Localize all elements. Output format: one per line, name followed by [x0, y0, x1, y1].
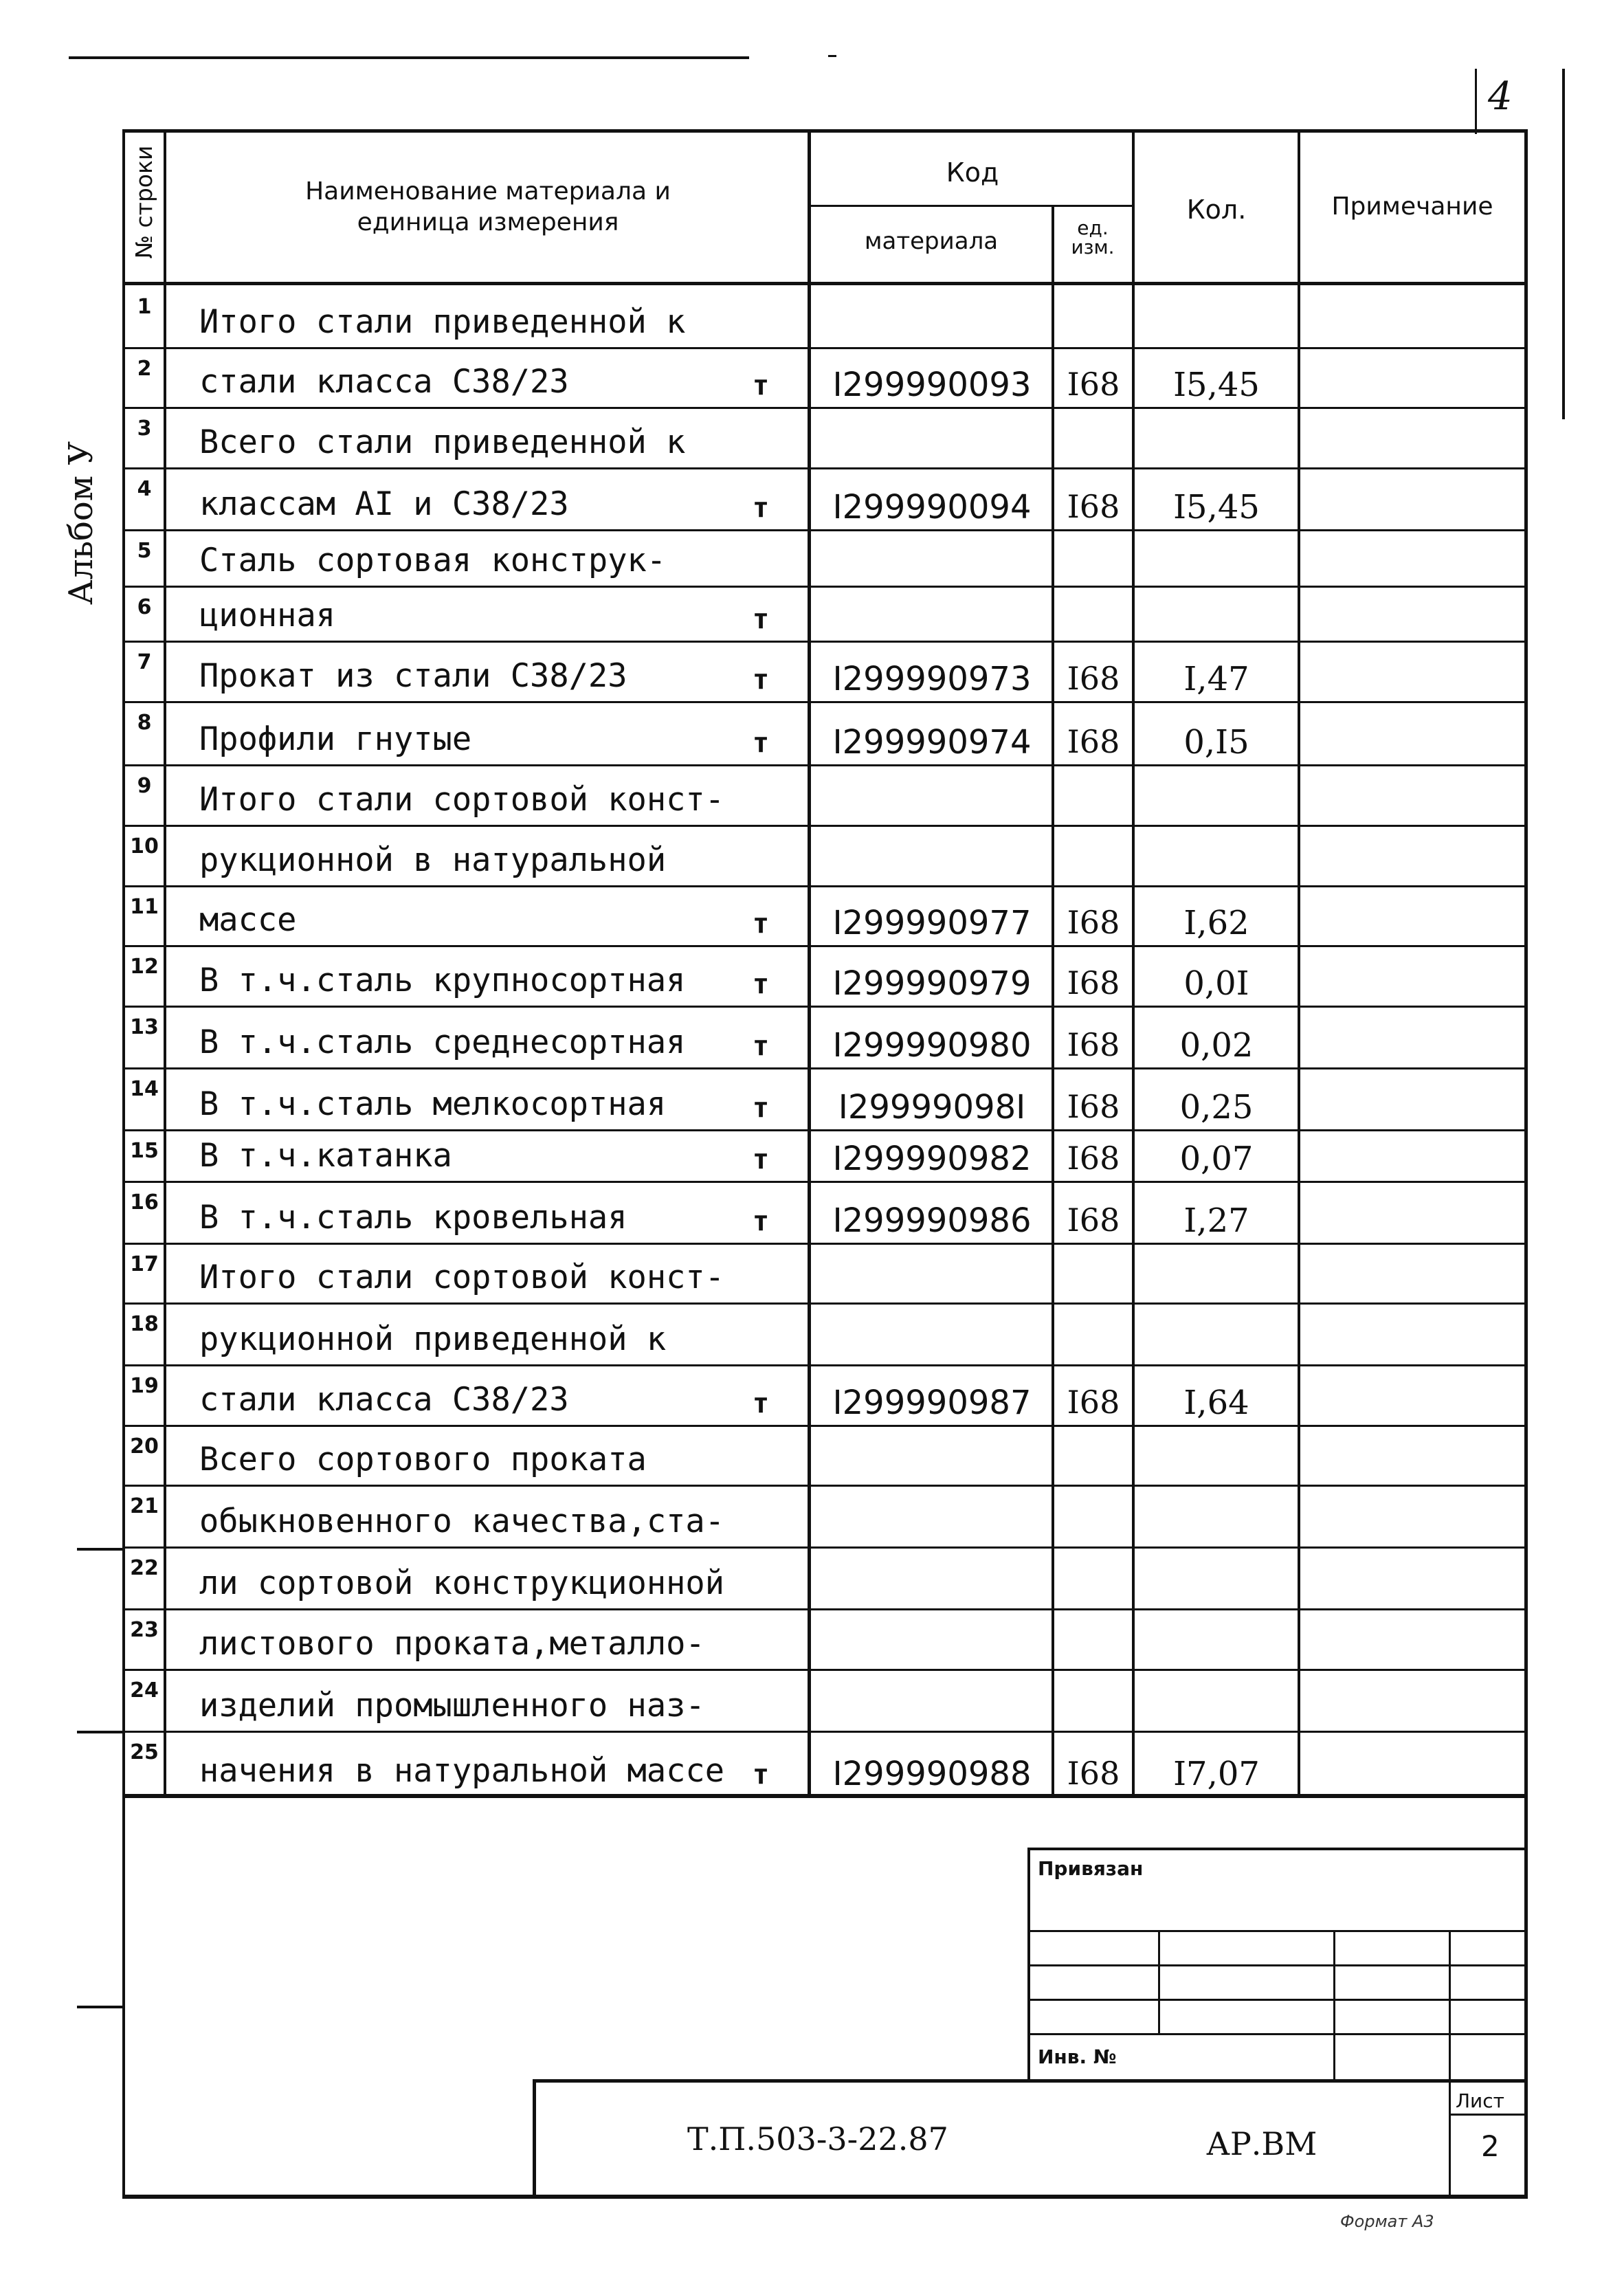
- material-name: листового проката,металло-: [199, 1625, 705, 1663]
- header-unit: ед. изм.: [1071, 217, 1115, 258]
- quantity: I5,45: [1173, 366, 1260, 404]
- unit-mark: т: [753, 727, 770, 759]
- row-divider: [122, 467, 1528, 469]
- row-divider: [122, 1425, 1528, 1427]
- row-number: 2: [137, 357, 152, 381]
- quantity: 0,07: [1179, 1140, 1254, 1178]
- row-number: 14: [130, 1077, 159, 1101]
- row-divider: [122, 347, 1528, 349]
- row-divider: [122, 885, 1528, 887]
- quantity: I,47: [1183, 660, 1249, 698]
- doc-mark: АР.ВМ: [1206, 2125, 1317, 2162]
- material-name: обыкновенного качества,ста-: [199, 1503, 725, 1540]
- material-code: I299990977: [832, 904, 1032, 942]
- row-divider: [122, 1546, 1528, 1549]
- table-bottom: [122, 1794, 1528, 1798]
- row-divider: [122, 1006, 1528, 1008]
- row-divider: [122, 407, 1528, 409]
- row-number: 10: [130, 834, 159, 858]
- row-divider: [122, 1067, 1528, 1069]
- row-divider: [122, 1669, 1528, 1671]
- unit-mark: т: [753, 1092, 770, 1124]
- row-number: 24: [130, 1678, 159, 1703]
- quantity: 0,25: [1179, 1088, 1254, 1127]
- material-name: ционная: [199, 597, 336, 634]
- header-row-no: № строки: [131, 145, 157, 259]
- row-number: 19: [130, 1374, 159, 1398]
- sheet-box-split: [1449, 2114, 1528, 2116]
- row-number: 8: [137, 711, 152, 735]
- unit-code: I68: [1067, 904, 1120, 941]
- row-divider: [122, 1129, 1528, 1131]
- title-block-top: [533, 2079, 1528, 2083]
- material-name: Прокат из стали С38/23: [199, 657, 627, 695]
- bound-label: Привязан: [1038, 1857, 1144, 1880]
- row-divider: [122, 1181, 1528, 1183]
- unit-mark: т: [753, 1144, 770, 1175]
- unit-code: I68: [1067, 488, 1120, 525]
- material-name: изделий промышленного наз-: [199, 1687, 705, 1725]
- quantity: I,62: [1183, 904, 1249, 942]
- row-divider: [122, 701, 1528, 703]
- material-code: I29999098I: [838, 1088, 1026, 1127]
- stamp-box-top: [1027, 1848, 1528, 1850]
- sheet-value: 2: [1481, 2129, 1500, 2163]
- material-code: I299990980: [832, 1026, 1032, 1065]
- material-code: I299990973: [832, 660, 1032, 698]
- stamp-col-3: [1449, 1930, 1451, 2198]
- unit-mark: т: [753, 908, 770, 940]
- stamp-row-1: [1027, 1930, 1528, 1932]
- unit-code: I68: [1067, 1755, 1120, 1792]
- row-number: 22: [130, 1556, 159, 1580]
- material-code: I299990093: [832, 366, 1032, 404]
- material-name: стали класса С38/23: [199, 363, 569, 401]
- unit-code: I68: [1067, 660, 1120, 697]
- material-code: I299990094: [832, 488, 1032, 526]
- unit-code: I68: [1067, 964, 1120, 1001]
- row-number: 15: [130, 1139, 159, 1163]
- material-name: Всего сортового проката: [199, 1441, 647, 1478]
- row-number: 11: [130, 895, 159, 919]
- unit-mark: т: [753, 603, 770, 635]
- material-code: I299990982: [832, 1140, 1032, 1178]
- row-number: 3: [137, 417, 152, 441]
- margin-tick-3: [77, 2006, 125, 2008]
- material-name: начения в натуральной массе: [199, 1752, 725, 1790]
- row-divider: [122, 1302, 1528, 1305]
- inv-label: Инв. №: [1038, 2045, 1117, 2068]
- header-code: Код: [946, 157, 999, 188]
- material-name: массе: [199, 901, 297, 939]
- stamp-col-1: [1158, 1930, 1160, 2033]
- material-name: Сталь сортовая конструк-: [199, 542, 667, 579]
- row-divider: [122, 586, 1528, 588]
- format-stamp: Формат А3: [1340, 2212, 1434, 2231]
- sheet-number: 4: [1488, 74, 1513, 119]
- stamp-row-3: [1027, 1999, 1528, 2001]
- unit-code: I68: [1067, 723, 1120, 760]
- row-number: 7: [137, 650, 152, 674]
- quantity: 0,0I: [1183, 964, 1249, 1003]
- row-number: 20: [130, 1434, 159, 1459]
- row-divider: [122, 529, 1528, 531]
- row-divider: [122, 1364, 1528, 1366]
- margin-tick-1: [77, 1548, 125, 1551]
- row-number: 4: [137, 477, 152, 501]
- unit-code: I68: [1067, 1088, 1120, 1125]
- frame-right-edge: [1562, 69, 1565, 419]
- row-divider: [122, 1608, 1528, 1610]
- material-name: ли сортовой конструкционной: [199, 1564, 725, 1602]
- frame-bottom: [122, 2195, 1528, 2199]
- material-name: рукционной приведенной к: [199, 1320, 667, 1358]
- frame-right: [1524, 129, 1528, 2198]
- unit-code: I68: [1067, 1026, 1120, 1063]
- quantity: I,27: [1183, 1201, 1249, 1240]
- row-divider: [122, 1731, 1528, 1733]
- row-number: 12: [130, 955, 159, 979]
- unit-code: I68: [1067, 366, 1120, 403]
- row-number: 17: [130, 1252, 159, 1276]
- table-top: [122, 129, 1528, 133]
- row-number: 25: [130, 1740, 159, 1764]
- row-number: 16: [130, 1190, 159, 1215]
- unit-code: I68: [1067, 1140, 1120, 1177]
- quantity: 0,02: [1179, 1026, 1254, 1065]
- unit-mark: т: [753, 968, 770, 1000]
- material-name: Профили гнутые: [199, 720, 472, 758]
- row-divider: [122, 764, 1528, 766]
- unit-code: I68: [1067, 1384, 1120, 1421]
- unit-mark: т: [753, 370, 770, 401]
- quantity: I5,45: [1173, 488, 1260, 526]
- material-code: I299990987: [832, 1384, 1032, 1422]
- material-name: Итого стали сортовой конст-: [199, 1259, 725, 1296]
- row-number: 1: [137, 295, 152, 319]
- unit-mark: т: [753, 1206, 770, 1237]
- header-material: материала: [864, 228, 999, 255]
- material-name: Итого стали приведенной к: [199, 303, 686, 341]
- unit-mark: т: [753, 1759, 770, 1790]
- material-name: В т.ч.катанка: [199, 1137, 452, 1175]
- row-number: 23: [130, 1618, 159, 1642]
- material-name: стали класса С38/23: [199, 1381, 569, 1419]
- quantity: I,64: [1183, 1384, 1249, 1422]
- material-code: I299990974: [832, 723, 1032, 762]
- quantity: 0,I5: [1183, 723, 1249, 762]
- header-bottom: [122, 282, 1528, 285]
- frame-right-tick: [1475, 69, 1477, 134]
- stamp-row-4: [1027, 2033, 1528, 2035]
- row-number: 21: [130, 1494, 159, 1518]
- material-name: В т.ч.сталь среднесортная: [199, 1023, 686, 1061]
- doc-code: Т.П.503-3-22.87: [687, 2120, 948, 2158]
- row-number: 5: [137, 539, 152, 563]
- material-code: I299990986: [832, 1201, 1032, 1240]
- row-number: 9: [137, 774, 152, 798]
- row-number: 6: [137, 595, 152, 619]
- unit-code: I68: [1067, 1201, 1120, 1239]
- unit-mark: т: [753, 1388, 770, 1419]
- row-divider: [122, 1243, 1528, 1245]
- header-quantity: Кол.: [1186, 195, 1247, 225]
- material-name: рукционной в натуральной: [199, 841, 667, 879]
- material-code: I299990979: [832, 964, 1032, 1003]
- row-number: 13: [130, 1015, 159, 1039]
- row-divider: [122, 945, 1528, 947]
- stamp-row-2: [1027, 1964, 1528, 1966]
- title-block-left: [533, 2079, 536, 2198]
- sheet-label: Лист: [1456, 2089, 1504, 2112]
- top-rule: [69, 56, 749, 59]
- material-name: В т.ч.сталь мелкосортная: [199, 1085, 667, 1123]
- quantity: I7,07: [1173, 1755, 1260, 1793]
- row-divider: [122, 825, 1528, 827]
- row-divider: [122, 641, 1528, 643]
- stamp-col-2: [1333, 1930, 1335, 2081]
- row-divider: [122, 1485, 1528, 1487]
- header-code-split: [810, 205, 1134, 207]
- material-name: Всего стали приведенной к: [199, 423, 686, 461]
- header-note: Примечание: [1331, 192, 1493, 221]
- album-label: Альбом У: [62, 441, 100, 605]
- material-name: классам АI и С38/23: [199, 485, 569, 523]
- row-number: 18: [130, 1312, 159, 1336]
- unit-mark: т: [753, 492, 770, 524]
- unit-mark: т: [753, 1030, 770, 1062]
- top-rule-tick: [828, 55, 836, 57]
- header-name: Наименование материала и единица измерения: [305, 177, 671, 236]
- material-name: Итого стали сортовой конст-: [199, 781, 725, 819]
- material-name: В т.ч.сталь кровельная: [199, 1199, 627, 1237]
- margin-tick-2: [77, 1731, 125, 1733]
- material-code: I299990988: [832, 1755, 1032, 1793]
- unit-mark: т: [753, 664, 770, 696]
- material-name: В т.ч.сталь крупносортная: [199, 962, 686, 999]
